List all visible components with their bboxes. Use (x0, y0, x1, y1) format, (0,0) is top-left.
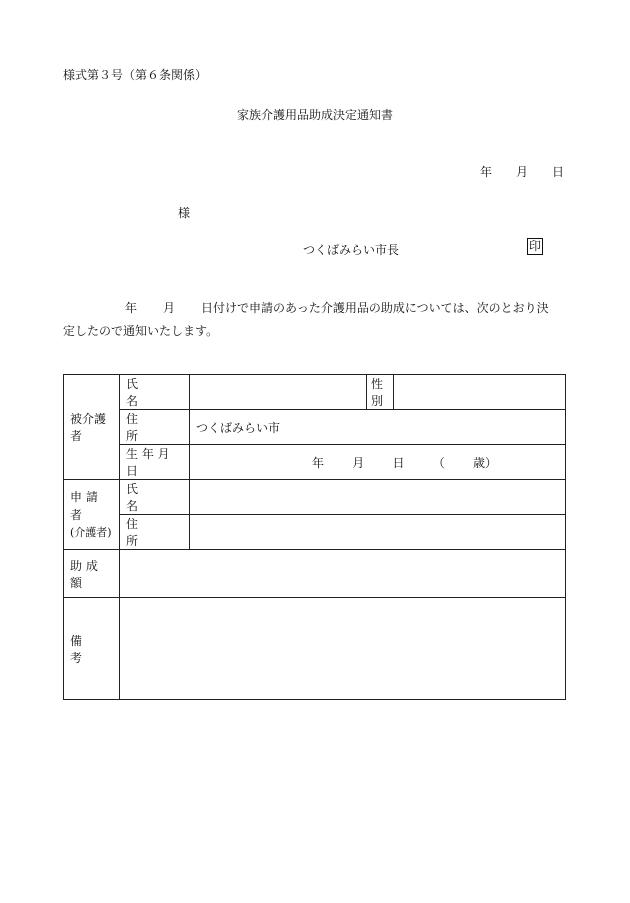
applicant-name-field[interactable] (190, 480, 566, 515)
gender-label: 性別 (367, 375, 394, 410)
applicant-address-field[interactable] (190, 515, 566, 550)
cared-name-field[interactable] (190, 375, 367, 410)
body-month: 月 (163, 301, 176, 315)
body-year: 年 (125, 301, 138, 315)
applicant-address-label: 住 所 (120, 515, 190, 550)
remarks-label: 備 考 (64, 598, 120, 700)
subsidy-table (63, 374, 566, 700)
body-line1: 日付けで申請のあった介護用品の助成については、次のとおり決 (201, 301, 549, 315)
subsidy-amount-field[interactable] (120, 550, 566, 598)
date-year: 年 (480, 165, 493, 179)
gender-field[interactable] (394, 375, 566, 410)
notice-body (63, 297, 568, 343)
date-month: 月 (516, 165, 529, 179)
dob-age-open: （ (432, 455, 445, 470)
applicant-label-sub: (介護者) (70, 525, 112, 539)
dob-age: 歳） (472, 455, 497, 470)
cared-person-label: 被介護者 (64, 375, 120, 480)
applicant-name-label: 氏 名 (120, 480, 190, 515)
dob-label: 生 年 月 日 (120, 445, 190, 480)
addressee: 様 (178, 206, 191, 220)
cared-name-label: 氏 名 (120, 375, 190, 410)
cared-address-value[interactable]: つくばみらい市 (190, 410, 566, 445)
date-day: 日 (552, 165, 565, 179)
remarks-field[interactable] (120, 598, 566, 700)
subsidy-amount-label: 助 成 額 (64, 550, 120, 598)
form-number: 様式第３号（第６条関係） (63, 68, 208, 82)
dob-day: 日 (392, 455, 405, 470)
issuer-name: つくばみらい市長 (303, 243, 400, 257)
seal-mark: 印 (529, 239, 542, 253)
applicant-label-main: 申 請 者 (70, 489, 98, 522)
document-title: 家族介護用品助成決定通知書 (236, 108, 393, 122)
dob-field[interactable] (190, 445, 566, 480)
issue-date (480, 163, 564, 180)
dob-month: 月 (352, 455, 365, 470)
body-line2: 定したので通知いたします。 (63, 324, 219, 338)
dob-year: 年 (312, 455, 325, 470)
cared-address-label: 住 所 (120, 410, 190, 445)
applicant-label (64, 480, 120, 550)
